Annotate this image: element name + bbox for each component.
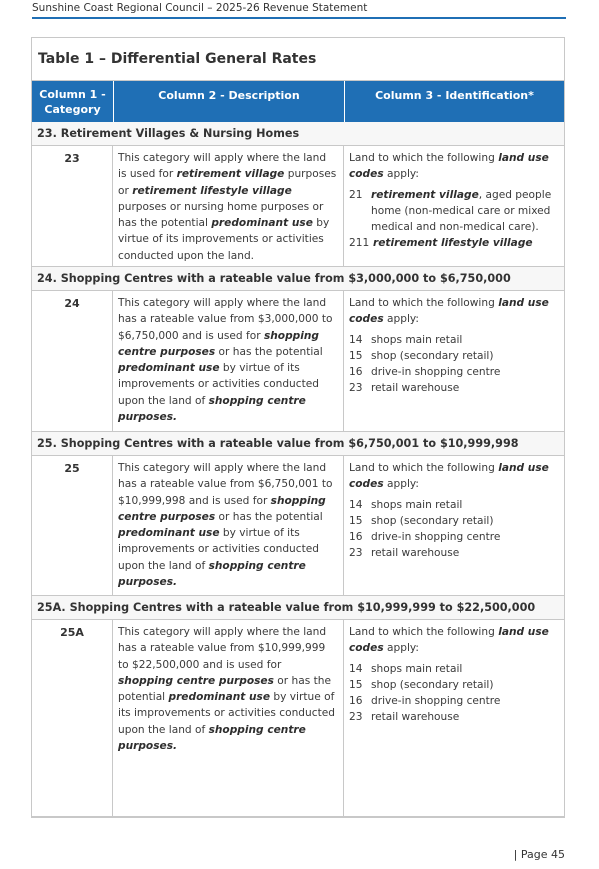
- description-cell: [113, 146, 344, 266]
- land-use-code-item: [349, 513, 558, 529]
- land-use-code-label: [371, 529, 558, 545]
- land-use-code-item: [349, 332, 558, 348]
- intro-term: land use codes: [349, 462, 549, 491]
- description-term: shopping centre purposes.: [118, 394, 306, 424]
- land-use-code-label: [371, 709, 558, 725]
- intro-text: apply:: [383, 313, 419, 326]
- description-term: shopping centre purposes: [118, 674, 274, 687]
- section-heading: 25A. Shopping Centres with a rateable value from $10,999,999 to $22,500,000: [32, 596, 564, 620]
- description-text: by virtue of its improvements or activities conducted upon the land of: [118, 527, 319, 572]
- code-text: retail warehouse: [371, 547, 460, 560]
- code-text: shop (secondary retail): [371, 678, 494, 691]
- section-heading: 23. Retirement Villages & Nursing Homes: [32, 122, 564, 146]
- identification-intro: [349, 150, 558, 183]
- land-use-code-item: [349, 693, 558, 709]
- description-term: shopping centre purposes: [118, 329, 319, 358]
- description-term: shopping centre purposes: [118, 494, 326, 523]
- land-use-code-item: [349, 529, 558, 545]
- description-text: purposes or: [118, 168, 337, 197]
- section-heading: 25. Shopping Centres with a rateable value from $6,750,001 to $10,999,998: [32, 432, 564, 456]
- intro-text: apply:: [383, 478, 419, 491]
- description-term: predominant use: [118, 527, 220, 540]
- code-text: drive-in shopping centre: [371, 366, 501, 379]
- identification-cell: [344, 291, 564, 431]
- table-body: [32, 122, 564, 817]
- description-term: retirement lifestyle village: [132, 184, 292, 197]
- description-term: retirement village: [176, 168, 285, 181]
- intro-text: apply:: [383, 642, 419, 655]
- identification-cell: [344, 456, 564, 595]
- land-use-code-label: [371, 661, 558, 677]
- land-use-code-list: [349, 497, 558, 562]
- code-term: retirement village: [371, 188, 479, 201]
- table-header-row: [32, 81, 564, 122]
- land-use-code-item: [349, 661, 558, 677]
- land-use-code-item: [349, 545, 558, 561]
- land-use-code-number: 15: [349, 514, 363, 527]
- category-cell: 24: [32, 291, 113, 431]
- land-use-code-number: 14: [349, 333, 363, 346]
- code-term: retirement lifestyle village: [373, 237, 533, 250]
- intro-term: land use codes: [349, 297, 549, 326]
- identification-cell: [344, 146, 564, 266]
- description-text: This category will apply where the land has a rateable value from $3,000,000 to $6,750,000 and is used for: [118, 297, 333, 342]
- description-text: or has the potential: [215, 345, 323, 358]
- description-text: by virtue of its improvements or activities conducted upon the land of: [118, 362, 319, 407]
- intro-text: Land to which the following: [349, 626, 499, 638]
- intro-text: Land to which the following: [349, 462, 499, 474]
- land-use-code-number: 14: [349, 498, 363, 511]
- land-use-code-number: 23: [349, 711, 363, 724]
- column-1-header: [32, 81, 114, 122]
- intro-text: Land to which the following: [349, 152, 499, 164]
- column-2-header: Column 2 - Description: [114, 81, 345, 122]
- table-row: [32, 456, 564, 596]
- land-use-code-item: [349, 364, 558, 380]
- land-use-code-item: [349, 709, 558, 725]
- description-text: This category will apply where the land has a rateable value from $6,750,001 to $10,999,998 and is used for: [118, 462, 333, 507]
- description-term: predominant use: [168, 691, 271, 704]
- table-row: [32, 146, 564, 267]
- intro-term: land use codes: [349, 152, 549, 181]
- code-text: shops main retail: [371, 333, 463, 346]
- land-use-code-item: [349, 380, 558, 396]
- identification-intro: [349, 295, 558, 328]
- code-text: shops main retail: [371, 662, 463, 675]
- description-text: purposes or nursing home purposes or has the potential: [118, 200, 324, 230]
- description-term: shopping centre purposes.: [118, 723, 306, 753]
- code-text: shop (secondary retail): [371, 514, 494, 527]
- column-1-header-line-2: Category: [44, 102, 101, 116]
- land-use-code-number: 14: [349, 662, 363, 675]
- land-use-code-label: [371, 187, 558, 236]
- category-cell: 23: [32, 146, 113, 266]
- category-cell: 25: [32, 456, 113, 595]
- land-use-code-item: [349, 187, 558, 236]
- intro-term: land use codes: [349, 626, 549, 655]
- identification-intro: [349, 624, 558, 657]
- land-use-code-number: 21: [349, 188, 363, 201]
- land-use-code-number: 211: [349, 237, 370, 250]
- land-use-code-label: [371, 380, 558, 396]
- land-use-code-label: [371, 348, 558, 364]
- land-use-code-number: 16: [349, 531, 363, 544]
- table-row: [32, 620, 564, 817]
- land-use-code-label: [371, 364, 558, 380]
- intro-text: Land to which the following: [349, 297, 499, 309]
- land-use-code-item: [349, 348, 558, 364]
- description-term: predominant use: [211, 217, 313, 230]
- page-header: Sunshine Coast Regional Council – 2025-26 Revenue Statement: [32, 2, 566, 19]
- code-text: shop (secondary retail): [371, 349, 494, 362]
- identification-intro: [349, 460, 558, 493]
- description-text: or has the potential: [215, 510, 323, 523]
- description-text: This category will apply where the land is used for: [118, 152, 327, 181]
- page-number: | Page 45: [513, 848, 565, 861]
- description-cell: [113, 456, 344, 595]
- identification-cell: [344, 620, 564, 816]
- section-heading: 24. Shopping Centres with a rateable value from $3,000,000 to $6,750,000: [32, 267, 564, 291]
- land-use-code-number: 23: [349, 547, 363, 560]
- description-term: predominant use: [118, 362, 220, 375]
- land-use-code-number: 15: [349, 678, 363, 691]
- land-use-code-label: [371, 513, 558, 529]
- land-use-code-number: 16: [349, 695, 363, 708]
- land-use-code-label: [373, 235, 558, 251]
- land-use-code-list: [349, 187, 558, 252]
- land-use-code-list: [349, 661, 558, 726]
- category-cell: 25A: [32, 620, 113, 816]
- land-use-code-label: [371, 545, 558, 561]
- description-text: by virtue of its improvements or activities conducted upon the land.: [118, 217, 330, 262]
- land-use-code-label: [371, 497, 558, 513]
- land-use-code-label: [371, 677, 558, 693]
- code-text: retail warehouse: [371, 711, 460, 724]
- description-term: shopping centre purposes.: [118, 559, 306, 589]
- land-use-code-item: [349, 235, 558, 251]
- description-cell: [113, 620, 344, 816]
- description-text: by virtue of its improvements or activities conducted upon the land of: [118, 691, 335, 736]
- land-use-code-number: 16: [349, 366, 363, 379]
- code-text: drive-in shopping centre: [371, 695, 501, 708]
- land-use-code-number: 23: [349, 382, 363, 395]
- table-title: Table 1 – Differential General Rates: [32, 38, 564, 81]
- land-use-code-item: [349, 677, 558, 693]
- description-cell: [113, 291, 344, 431]
- land-use-code-label: [371, 693, 558, 709]
- code-text: retail warehouse: [371, 382, 460, 395]
- description-text: or has the potential: [118, 674, 331, 704]
- code-text: drive-in shopping centre: [371, 531, 501, 544]
- description-text: This category will apply where the land has a rateable value from $10,999,999 to $22,500,000 and is used for: [118, 626, 327, 671]
- column-3-header: Column 3 - Identification*: [375, 89, 534, 102]
- column-1-header-line-1: Column 1 -: [39, 87, 106, 101]
- land-use-code-list: [349, 332, 558, 397]
- rates-table: [31, 37, 565, 818]
- land-use-code-item: [349, 497, 558, 513]
- land-use-code-label: [371, 332, 558, 348]
- table-row: [32, 291, 564, 432]
- code-text: , aged people home (non-medical care or mixed medical and non-medical care).: [371, 188, 552, 234]
- intro-text: apply:: [383, 168, 419, 181]
- land-use-code-number: 15: [349, 349, 363, 362]
- code-text: shops main retail: [371, 498, 463, 511]
